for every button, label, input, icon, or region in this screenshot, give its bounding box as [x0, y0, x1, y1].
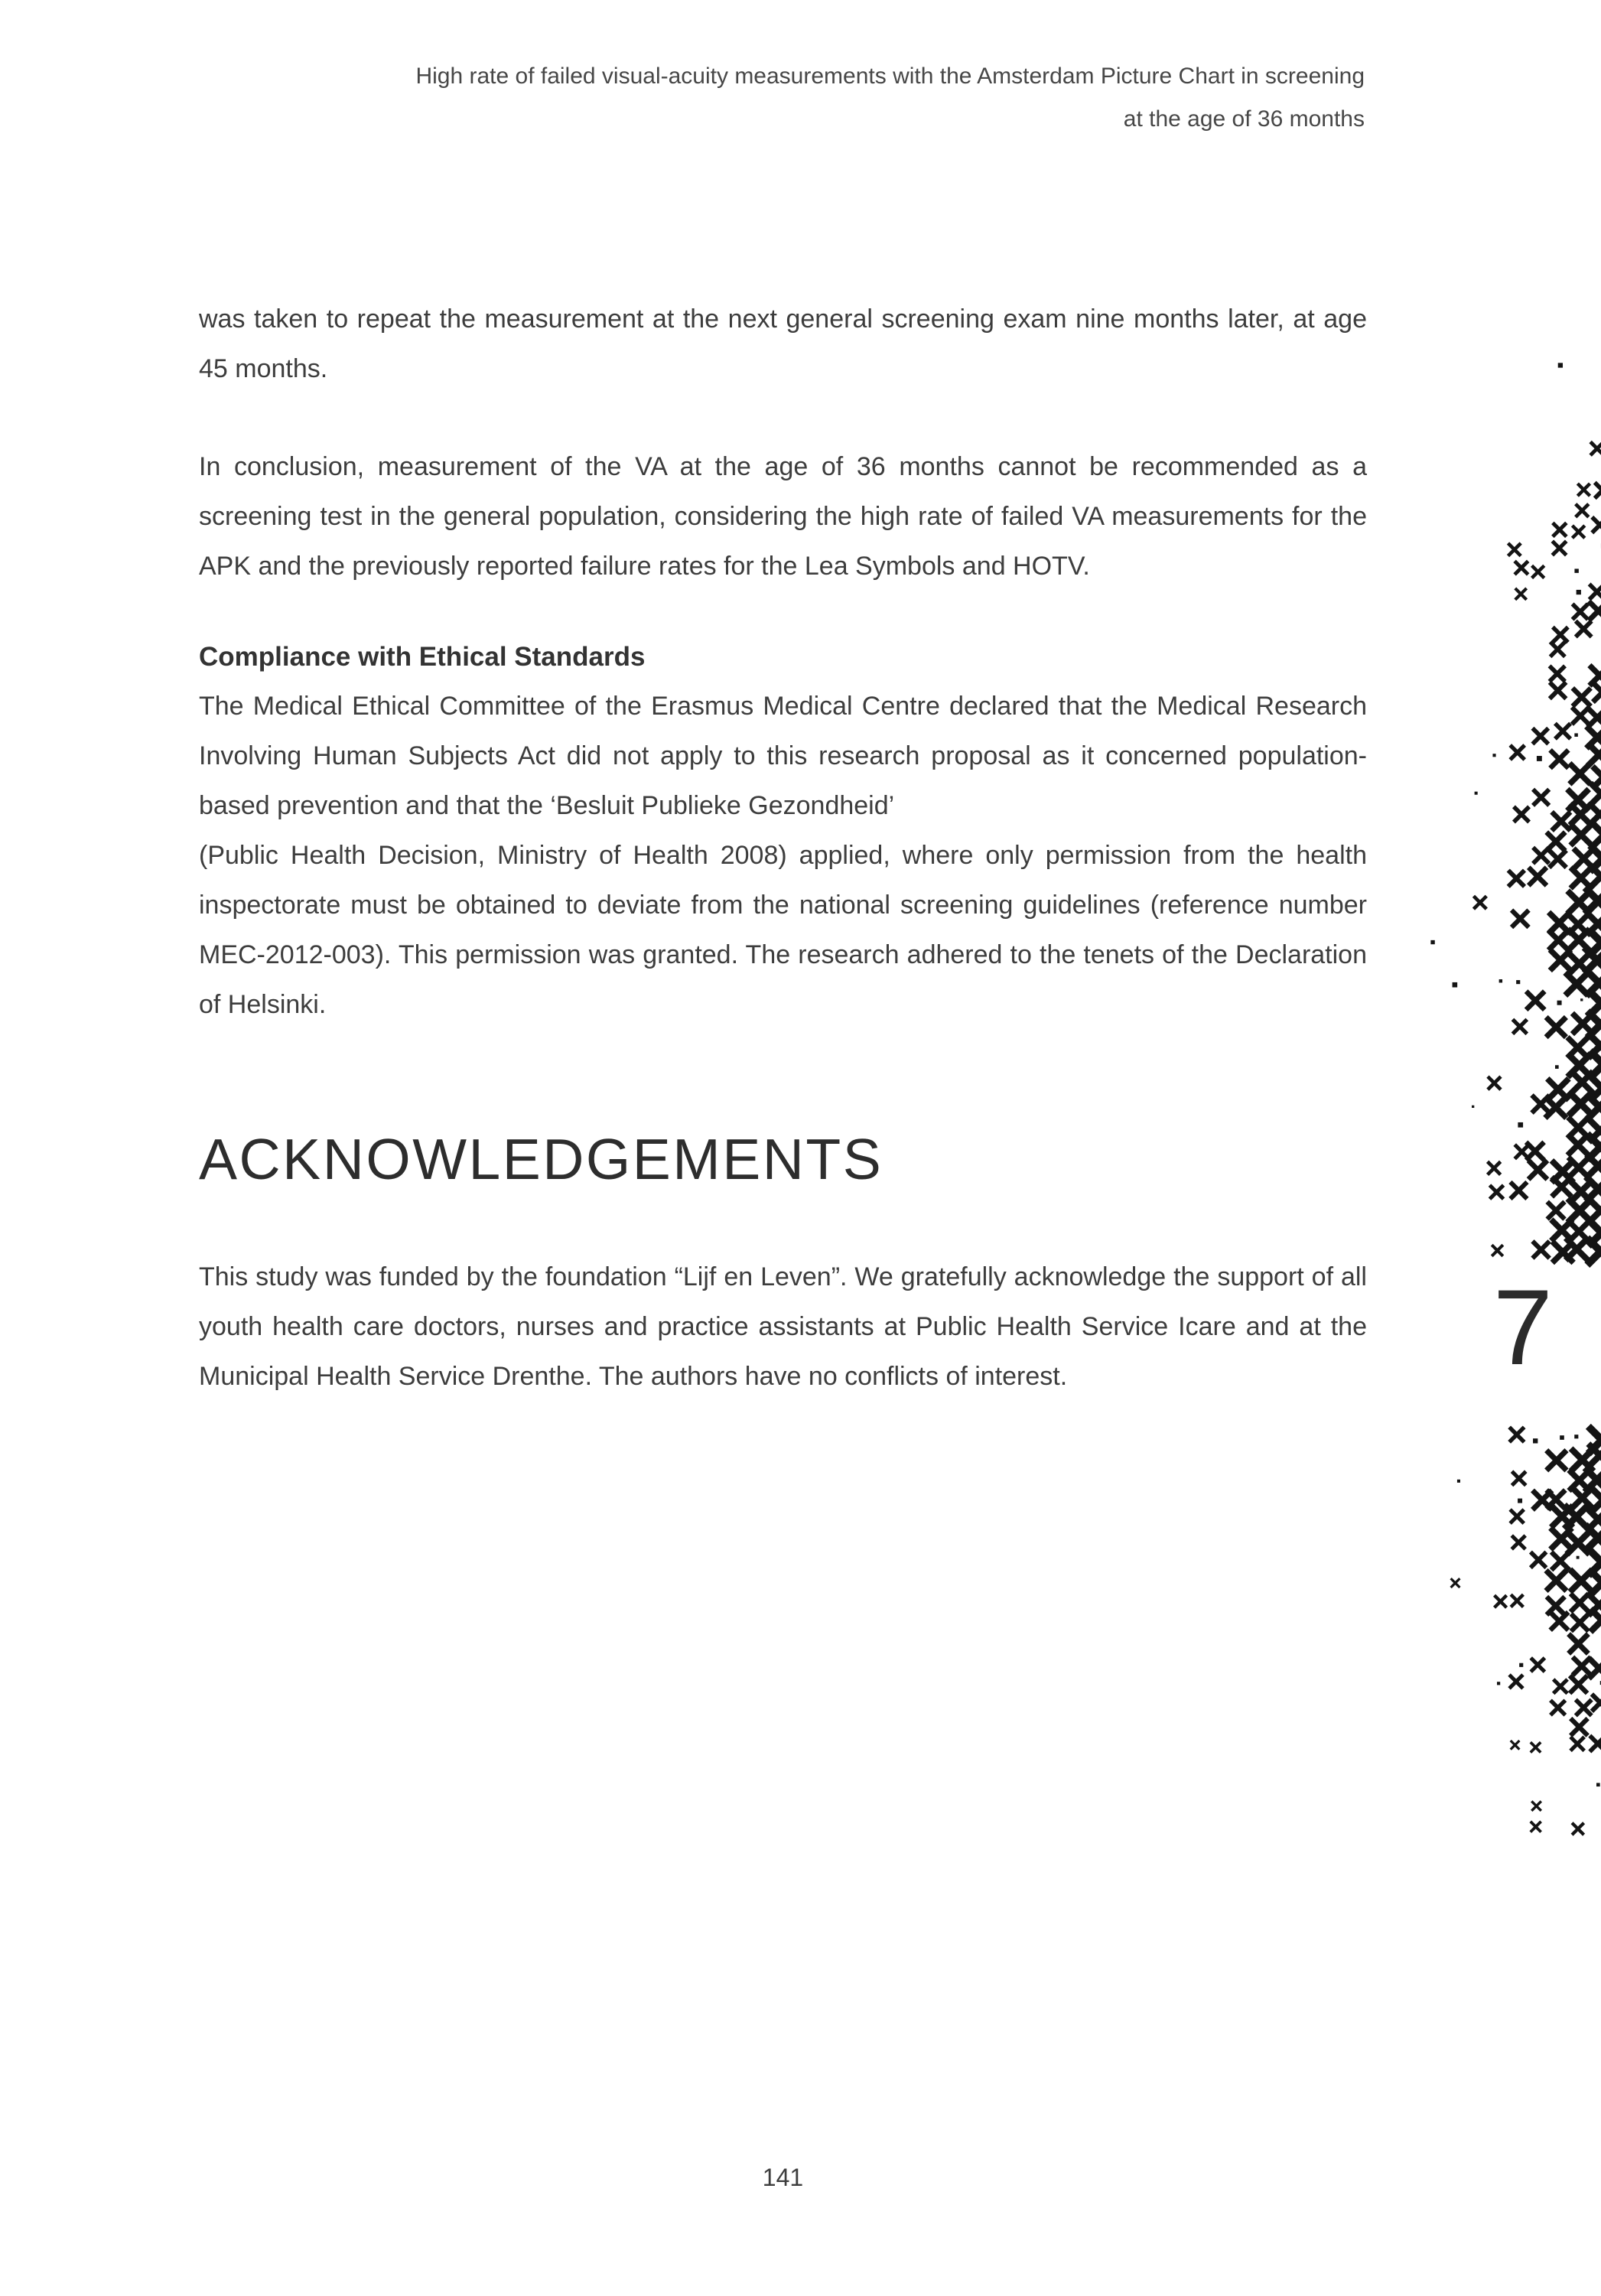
- paragraph-ethics-1: The Medical Ethical Committee of the Erasmus Medical Centre declared that the Medical Research Involving Human Subjects Act did not apply to this research proposal as it concerned population-based prevention and that the ‘Besluit Publieke Gezondheid’: [199, 692, 1367, 820]
- running-header-line1: High rate of failed visual-acuity measurements with the Amsterdam Picture Chart in screening: [415, 64, 1365, 89]
- running-header: [415, 55, 1365, 141]
- page-number: 141: [762, 2164, 804, 2191]
- paragraph-acknowledgements: This study was funded by the foundation “Lijf en Leven”. We gratefully acknowledge the support of all youth health care doctors, nurses and practice assistants at Public Health Service Icare and at the Municipal Health Service Drenthe. The authors have no conflicts of interest.: [199, 1262, 1367, 1391]
- paragraph-conclusion: In conclusion, measurement of the VA at the age of 36 months cannot be recommended as a screening test in the general population, considering the high rate of failed VA measurements for the APK and the previously reported failure rates for the Lea Symbols and HOTV.: [199, 452, 1367, 581]
- body-text-column: [199, 295, 1367, 1402]
- paragraph-ethics-2: (Public Health Decision, Ministry of Health 2008) applied, where only permission from the health inspectorate must be obtained to deviate from the national screening guidelines (reference number MEC-2012-003). This permission was granted. The research adhered to the tenets of the Declaration of Helsinki.: [199, 841, 1367, 1019]
- paragraph-continuation: was taken to repeat the measurement at the next general screening exam nine months later, at age 45 months.: [199, 305, 1367, 383]
- chapter-number: 7: [1493, 1267, 1553, 1387]
- ethics-compliance-heading: Compliance with Ethical Standards: [199, 642, 646, 672]
- running-header-line2: at the age of 36 months: [1123, 106, 1365, 132]
- decorative-halftone-cross-pattern: [1425, 291, 1601, 1936]
- acknowledgements-heading: ACKNOWLEDGEMENTS: [199, 1127, 883, 1191]
